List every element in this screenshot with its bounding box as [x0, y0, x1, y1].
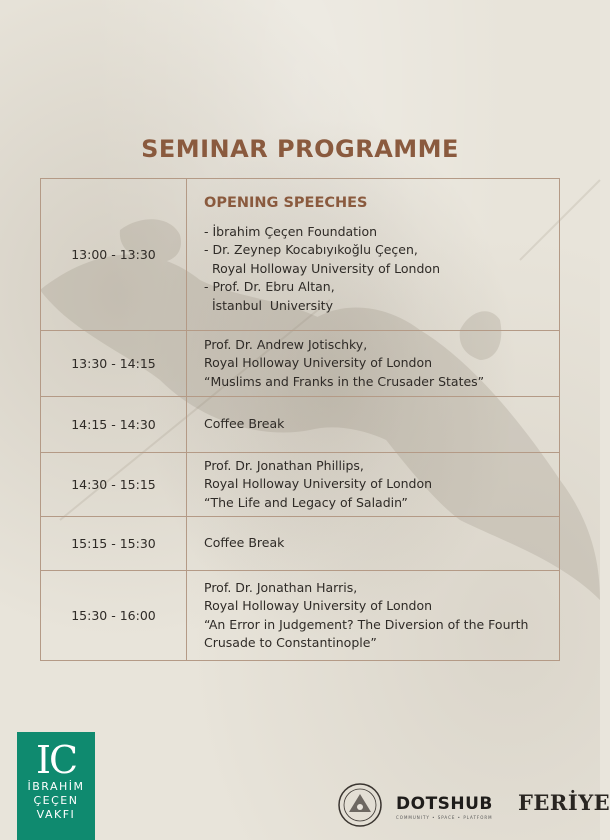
session-time: 14:30 - 15:15 — [41, 453, 187, 517]
session-line: - Prof. Dr. Ebru Altan, — [204, 279, 335, 294]
session-line: Coffee Break — [204, 535, 285, 551]
session-time: 15:15 - 15:30 — [41, 517, 187, 571]
circular-seal-logo — [337, 782, 383, 828]
session-details — [187, 517, 560, 571]
session-time: 14:15 - 14:30 — [41, 397, 187, 453]
session-line: Coffee Break — [204, 416, 285, 432]
session-line: “Muslims and Franks in the Crusader States” — [204, 373, 485, 389]
page-title: SEMINAR PROGRAMME — [141, 135, 459, 163]
session-line: “The Life and Legacy of Saladin” — [204, 494, 408, 510]
seminar-schedule-table — [40, 178, 560, 661]
schedule-row — [41, 517, 560, 571]
session-heading: OPENING SPEECHES — [204, 195, 368, 211]
session-line: Royal Holloway University of London — [204, 355, 433, 371]
logo-name-line-2: ÇEÇEN — [33, 794, 79, 807]
session-details — [187, 453, 560, 517]
session-details — [187, 397, 560, 453]
session-line: Royal Holloway University of London — [204, 598, 433, 613]
session-time: 15:30 - 16:00 — [41, 571, 187, 661]
dotshub-wordmark: DOTSHUB — [396, 794, 493, 814]
session-line: Prof. Dr. Jonathan Harris, — [204, 579, 358, 595]
session-line: Prof. Dr. Jonathan Phillips, — [204, 457, 364, 473]
schedule-row — [41, 331, 560, 397]
session-details — [187, 179, 560, 331]
session-time: 13:30 - 14:15 — [41, 331, 187, 397]
ibrahim-cecen-vakfi-logo — [17, 732, 95, 840]
schedule-row — [41, 179, 560, 331]
dotshub-tagline: COMMUNITY • SPACE • PLATFORM — [396, 815, 493, 820]
session-line: İstanbul University — [204, 297, 333, 313]
schedule-row — [41, 571, 560, 661]
ic-monogram: IC — [35, 738, 77, 782]
session-details — [187, 331, 560, 397]
logo-name-line-1: İBRAHİM — [27, 780, 85, 793]
session-line: - Dr. Zeynep Kocabıyıkoğlu Çeçen, — [204, 242, 418, 257]
session-details — [187, 571, 560, 661]
session-time: 13:00 - 13:30 — [41, 179, 187, 331]
session-line: - İbrahim Çeçen Foundation — [204, 223, 378, 239]
logo-name-line-3: VAKFI — [36, 808, 76, 821]
schedule-row — [41, 453, 560, 517]
session-line: Royal Holloway University of London — [204, 260, 440, 276]
session-line: “An Error in Judgement? The Diversion of the Fourth — [204, 616, 529, 632]
schedule-row — [41, 397, 560, 453]
dotshub-logo — [396, 794, 493, 820]
session-line: Crusade to Constantinople” — [204, 635, 377, 650]
feriye-logo: FERİYE — [518, 790, 610, 815]
session-line: Royal Holloway University of London — [204, 476, 433, 492]
session-line: Prof. Dr. Andrew Jotischky, — [204, 336, 368, 352]
